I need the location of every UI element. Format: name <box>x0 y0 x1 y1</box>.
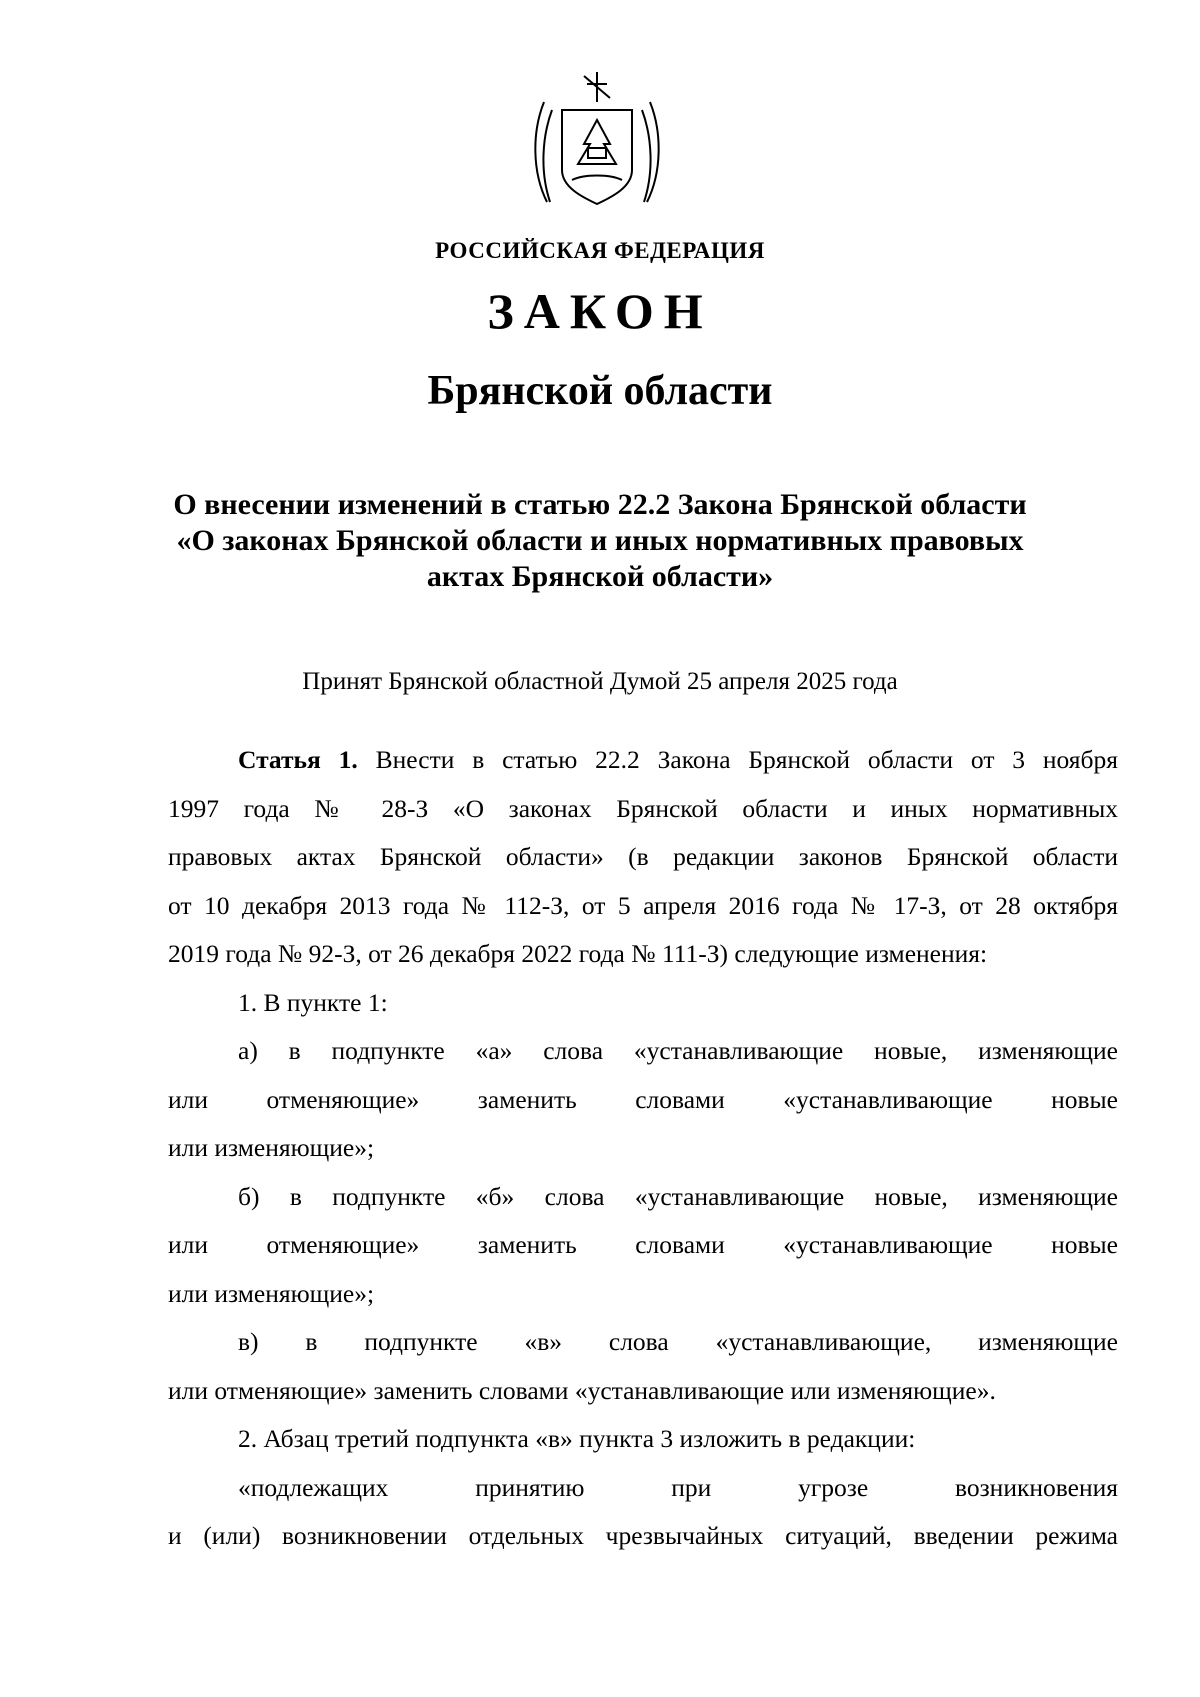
sub-b-line: б) в подпункте «б» слова «устанавливающие новые, изменяющие <box>238 1181 1118 1211</box>
article-1-line: 1997 года № 28-З «О законах Брянской области и иных нормативных <box>168 793 1118 823</box>
article-1-line: Статья 1. Внести в статью 22.2 Закона Брянской области от 3 ноября <box>238 745 1118 774</box>
title-line: О внесении изменений в статью 22.2 Закона Брянской области <box>173 488 1027 521</box>
region-heading: Брянской области <box>427 368 773 414</box>
law-title <box>110 487 1090 595</box>
sub-a-line: или изменяющие»; <box>168 1133 375 1162</box>
sub-v-line: в) в подпункте «в» слова «устанавливающие, изменяющие <box>238 1327 1118 1356</box>
article-1-line: правовых актах Брянской области» (в редакции законов Брянской области <box>168 842 1118 871</box>
document-type-heading: ЗАКОН <box>487 283 713 339</box>
adoption-note: Принят Брянской областной Думой 25 апреля 2025 года <box>302 668 898 695</box>
sub-v-line: или отменяющие» заменить словами «устанавливающие или изменяющие». <box>168 1375 996 1405</box>
title-line: актах Брянской области» <box>426 560 774 593</box>
quote-line: и (или) возникновении отдельных чрезвычайных ситуаций, введении режима <box>168 1521 1118 1550</box>
coat-of-arms-emblem <box>532 62 662 212</box>
country-heading: РОССИЙСКАЯ ФЕДЕРАЦИЯ <box>435 238 765 263</box>
article-1-line: от 10 декабря 2013 года № 112-З, от 5 апреля 2016 года № 17-З, от 28 октября <box>168 890 1118 920</box>
item-1: 1. В пункте 1: <box>238 987 388 1017</box>
sub-b-line: или изменяющие»; <box>168 1278 375 1308</box>
article-1-line: 2019 года № 92-З, от 26 декабря 2022 года № 111-З) следующие изменения: <box>168 939 988 968</box>
title-line: «О законах Брянской области и иных нормативных правовых <box>176 524 1024 557</box>
sub-a-line: а) в подпункте «а» слова «устанавливающие новые, изменяющие <box>238 1036 1118 1065</box>
law-body <box>168 736 1118 1561</box>
item-2: 2. Абзац третий подпункта «в» пункта 3 изложить в редакции: <box>238 1424 916 1453</box>
article-label: Статья 1. <box>238 745 358 774</box>
quote-line: «подлежащих принятию при угрозе возникновения <box>238 1472 1118 1502</box>
sub-b-line: или отменяющие» заменить словами «устанавливающие новые <box>168 1230 1118 1259</box>
sub-a-line: или отменяющие» заменить словами «устанавливающие новые <box>168 1084 1118 1114</box>
